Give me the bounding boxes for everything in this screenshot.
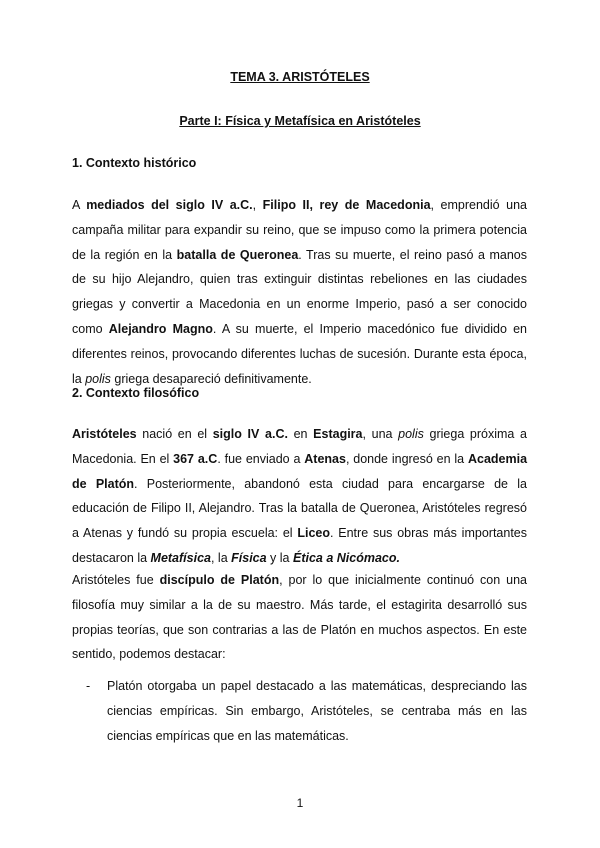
bold-text: Liceo bbox=[297, 526, 330, 541]
bold-text: Estagira bbox=[313, 427, 363, 441]
bold-text: mediados del siglo IV a.C. bbox=[86, 198, 253, 212]
text-run: . Tras su muerte, el reino pasó a manos de su hijo Alejandro, quien tras extinguir distintas rebeliones en las ciudades griegas y convertir a Macedonia en un enorme Imperio, pasó a ser conocido como bbox=[72, 247, 527, 336]
bold-text: batalla de Queronea bbox=[176, 247, 299, 262]
text-run: . Posteriormente, abandonó esta ciudad para encargarse de la educación de Filipo II, Alejandro. Tras la batalla de Queronea, Aristóteles regresó a Atenas y fundó su propia escuela: el bbox=[72, 476, 527, 541]
bold-text: Atenas bbox=[304, 451, 346, 466]
text-run: , donde ingresó en la bbox=[345, 451, 468, 466]
paragraph-contexto-filosofico-2 bbox=[72, 568, 527, 667]
text-run: , emprendió una campaña militar para expandir su reino, que se impuso como la primera potencia de la región en la bbox=[72, 198, 527, 262]
italic-text: polis bbox=[85, 371, 111, 386]
paragraph-contexto-filosofico-1 bbox=[72, 422, 527, 571]
text-run: Aristóteles fue bbox=[72, 573, 160, 587]
bold-text: discípulo de Platón bbox=[159, 573, 280, 587]
text-run: , la bbox=[210, 550, 232, 565]
bold-text: siglo IV a.C. bbox=[212, 427, 288, 441]
text-run: , bbox=[252, 198, 263, 212]
bold-text: Academia de Platón bbox=[72, 451, 528, 491]
bold-italic-text: Ética a Nicómaco. bbox=[292, 550, 400, 565]
section-heading-contexto-filosofico: 2. Contexto filosófico bbox=[72, 386, 200, 400]
text-run: y la bbox=[266, 550, 293, 565]
bold-italic-text: Metafísica bbox=[150, 550, 211, 565]
text-run: en bbox=[287, 427, 314, 441]
document-title: TEMA 3. ARISTÓTELES bbox=[230, 70, 370, 84]
document-subtitle: Parte I: Física y Metafísica en Aristóteles bbox=[179, 114, 421, 128]
paragraph-contexto-historico bbox=[72, 193, 527, 391]
text-run: . fue enviado a bbox=[217, 451, 305, 466]
bold-text: Filipo II, rey de Macedonia bbox=[262, 198, 431, 212]
bold-text: 367 a.C bbox=[173, 451, 218, 466]
italic-text: polis bbox=[398, 427, 424, 441]
bold-text: Alejandro Magno bbox=[108, 321, 213, 336]
list-dash: - bbox=[86, 679, 91, 693]
text-run: griega próxima a Macedonia. En el bbox=[72, 427, 527, 466]
text-run: . A su muerte, el Imperio macedónico fue dividido en diferentes reinos, provocando diferentes luchas de sucesión. Durante esta época, la bbox=[72, 321, 527, 386]
text-run: A bbox=[72, 198, 87, 212]
text-run: griega desapareció definitivamente. bbox=[110, 371, 312, 386]
text-run: . Entre sus obras más importantes destacaron la bbox=[72, 526, 527, 565]
text-run: , por lo que inicialmente continuó con una filosofía muy similar a la de su maestro. Más tarde, el estagirita desarrolló sus propias teorías, que son contrarias a las de Platón en muchos aspectos. En este sentido, podemos destacar: bbox=[72, 573, 527, 662]
list-item-text: Platón otorgaba un papel destacado a las matemáticas, despreciando las ciencias empíricas. Sin embargo, Aristóteles, se centraba más en las ciencias empíricas que en las matemáticas. bbox=[107, 679, 527, 743]
bold-italic-text: Física bbox=[231, 550, 267, 565]
section-heading-contexto-historico: 1. Contexto histórico bbox=[72, 156, 197, 170]
text-run: nació en el bbox=[136, 427, 213, 441]
text-run: , una bbox=[362, 427, 399, 441]
bold-text: Aristóteles bbox=[72, 427, 137, 441]
page-number: 1 bbox=[296, 796, 304, 810]
